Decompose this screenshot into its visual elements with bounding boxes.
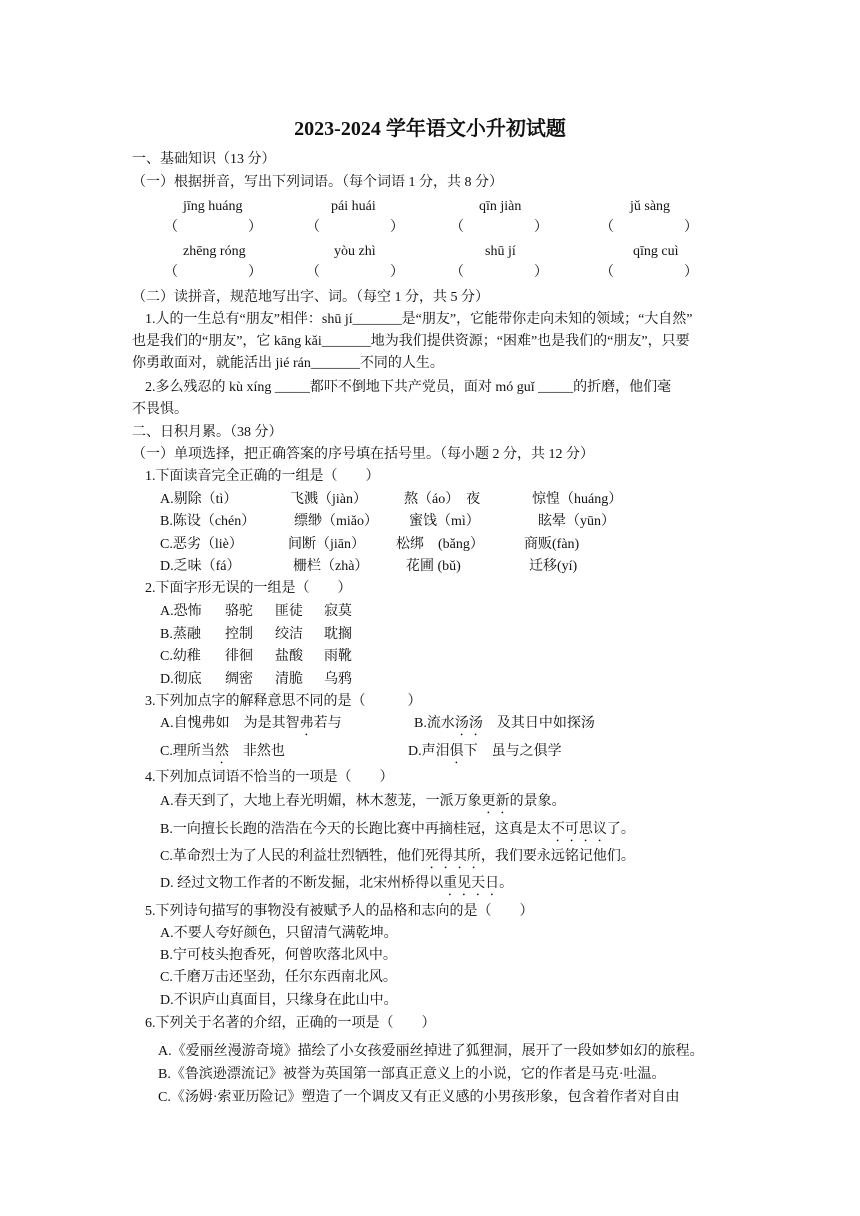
answer-blank[interactable]: （ ） [306,220,404,235]
pinyin-qin-jian: qīn jiàn [479,199,522,214]
fill-question-1-line-2: 也是我们的“朋友”，它 kāng kǎi_______地为我们提供资源；“困难”也是我们的“朋友”，只要 [132,334,690,349]
mc-question-4-stem: 4.下列加点词语不恰当的一项是（ ） [145,770,394,785]
option-text: 寂莫 [324,604,352,619]
mc-question-1-stem: 1.下面读音完全正确的一组是（ ） [145,469,380,484]
option-b: B.宁可枝头抱香死，何曾吹落北风中。 [160,948,397,963]
dotted-word: 不可思议 [550,822,607,837]
option-text: 乌鸦 [324,672,352,687]
option-text: 匪徒 [275,604,303,619]
option-text: 绞洁 [275,627,303,642]
option-text: 盐酸 [275,649,303,664]
option-c: C.千磨万击还坚劲，任尔东西南北风。 [160,970,397,985]
option-c: C.革命烈士为了人民的利益壮烈牺牲，他们死得其所，我们要永远铭记他们。 [160,849,635,864]
option-text: 间断（jiān） [288,537,365,552]
answer-blank[interactable]: （ ） [164,220,262,235]
option-text: 绸密 [225,672,253,687]
option-c: C.理所当然 非然也 [160,744,285,759]
fill-question-1-line-3: 你勇敢面对，就能活出 jié rán_______不同的人生。 [132,356,444,371]
answer-blank[interactable]: （ ） [600,220,698,235]
dotted-word: 重见天日 [443,876,500,891]
dotted-word: 更新 [481,794,510,809]
option-text: 徘徊 [225,649,253,664]
pinyin-pai-huai: pái huái [331,199,376,214]
option-text: D.乏味（fá） [160,559,241,574]
option-a: A.不要人夸好颜色，只留清气满乾坤。 [160,926,398,941]
option-d: D.不识庐山真面目，只缘身在此山中。 [160,993,398,1008]
pinyin-ju-sang: jǔ sàng [630,199,671,214]
pinyin-qing-cui: qīng cuì [633,244,679,259]
option-text: B.蒸融 [160,627,201,642]
option-d: D.声泪俱下 虽与之俱学 [408,744,562,759]
mc-question-6-stem: 6.下列关于名著的介绍，正确的一项是（ ） [145,1016,436,1031]
answer-blank[interactable]: （ ） [306,265,404,280]
mc-question-5-stem: 5.下列诗句描写的事物没有被赋予人的品格和志向的是（ ） [145,904,534,919]
section-1-part-2-instruction: （二）读拼音，规范地写出字、词。（每空 1 分，共 5 分） [132,290,489,305]
option-text: 控制 [225,627,253,642]
answer-blank[interactable]: （ ） [450,220,548,235]
section-2-heading: 二、日积月累。（38 分） [132,425,283,440]
option-a: A.自愧弗如 为是其智弗若与 [160,716,342,731]
pinyin-jing-huang: jīng huáng [183,199,243,214]
option-b: B.流水汤汤 及其日中如探汤 [414,716,595,731]
dotted-character: 弗 [299,716,314,731]
answer-blank[interactable]: （ ） [164,265,262,280]
option-text: 栅栏（zhà） [293,559,369,574]
option-text: B.陈设（chén） [160,514,256,529]
dotted-character: 俱 [449,744,464,759]
dotted-character: 汤汤 [454,716,483,731]
option-text: A.剔除（tì） [160,492,238,507]
fill-question-2-line-2: 不畏惧。 [132,402,188,417]
option-text: 飞溅（jiàn） [290,492,367,507]
option-text: C.幼稚 [160,649,201,664]
option-text: 蜜饯（mì） [409,514,480,529]
mc-question-2-stem: 2.下面字形无误的一组是（ ） [145,581,352,596]
option-text: 商贩(fàn) [524,537,580,552]
fill-question-1-line-1: 1.人的一生总有“朋友”相伴：shū jí_______是“朋友”，它能带你走向未知的领域；“大自然” [145,312,693,327]
option-text: 耽搁 [324,627,352,642]
option-text: 惊惶（huáng） [532,492,623,507]
dotted-character: 然 [214,744,229,759]
option-text: 熬（áo） 夜 [404,492,481,507]
pinyin-shu-ji: shū jí [485,244,516,259]
option-d: D. 经过文物工作者的不断发掘，北宋州桥得以重见天日。 [160,876,514,891]
mc-question-3-stem: 3.下列加点字的解释意思不同的是（ ） [145,694,422,709]
option-text: A.恐怖 [160,604,202,619]
option-b: B.《鲁滨逊漂流记》被誉为英国第一部真正意义上的小说，它的作者是马克·吐温。 [158,1067,666,1082]
option-text: C.恶劣（liè） [160,537,243,552]
section-2-part-1-instruction: （一）单项选择，把正确答案的序号填在括号里。（每小题 2 分，共 12 分） [132,447,594,462]
option-text: 缥缈（miǎo） [294,514,378,529]
pinyin-you-zhi: yòu zhì [334,244,376,259]
option-a: A.春天到了，大地上春光明媚，林木葱茏，一派万象更新的景象。 [160,794,566,809]
pinyin-zheng-rong: zhēng róng [183,244,246,259]
option-text: 松绑 (bǎng） [396,537,484,552]
option-text: 骆驼 [225,604,253,619]
answer-blank[interactable]: （ ） [450,265,548,280]
option-text: 眩晕（yūn） [538,514,615,529]
option-b: B.一向擅长长跑的浩浩在今天的长跑比赛中再摘桂冠，这真是太不可思议了。 [160,822,635,837]
option-c: C.《汤姆·索亚历险记》塑造了一个调皮又有正义感的小男孩形象，包含着作者对自由 [158,1090,680,1105]
option-text: D.彻底 [160,672,202,687]
option-text: 花圃 (bǔ) [406,559,461,574]
option-text: 清脆 [275,672,303,687]
page-title: 2023-2024 学年语文小升初试题 [294,118,566,140]
option-text: 迁移(yí) [529,559,578,574]
fill-question-2-line-1: 2.多么残忍的 kù xíng _____都吓不倒地下共产党员，面对 mó guǐ _____的折磨，他们毫 [145,380,672,395]
dotted-word: 死得其所 [424,849,481,864]
option-a: A.《爱丽丝漫游奇境》描绘了小女孩爱丽丝掉进了狐狸洞，展开了一段如梦如幻的旅程。 [158,1044,704,1059]
section-1-part-1-instruction: （一）根据拼音，写出下列词语。（每个词语 1 分，共 8 分） [132,175,503,190]
answer-blank[interactable]: （ ） [600,265,698,280]
section-1-heading: 一、基础知识（13 分） [132,152,276,167]
option-text: 雨靴 [324,649,352,664]
